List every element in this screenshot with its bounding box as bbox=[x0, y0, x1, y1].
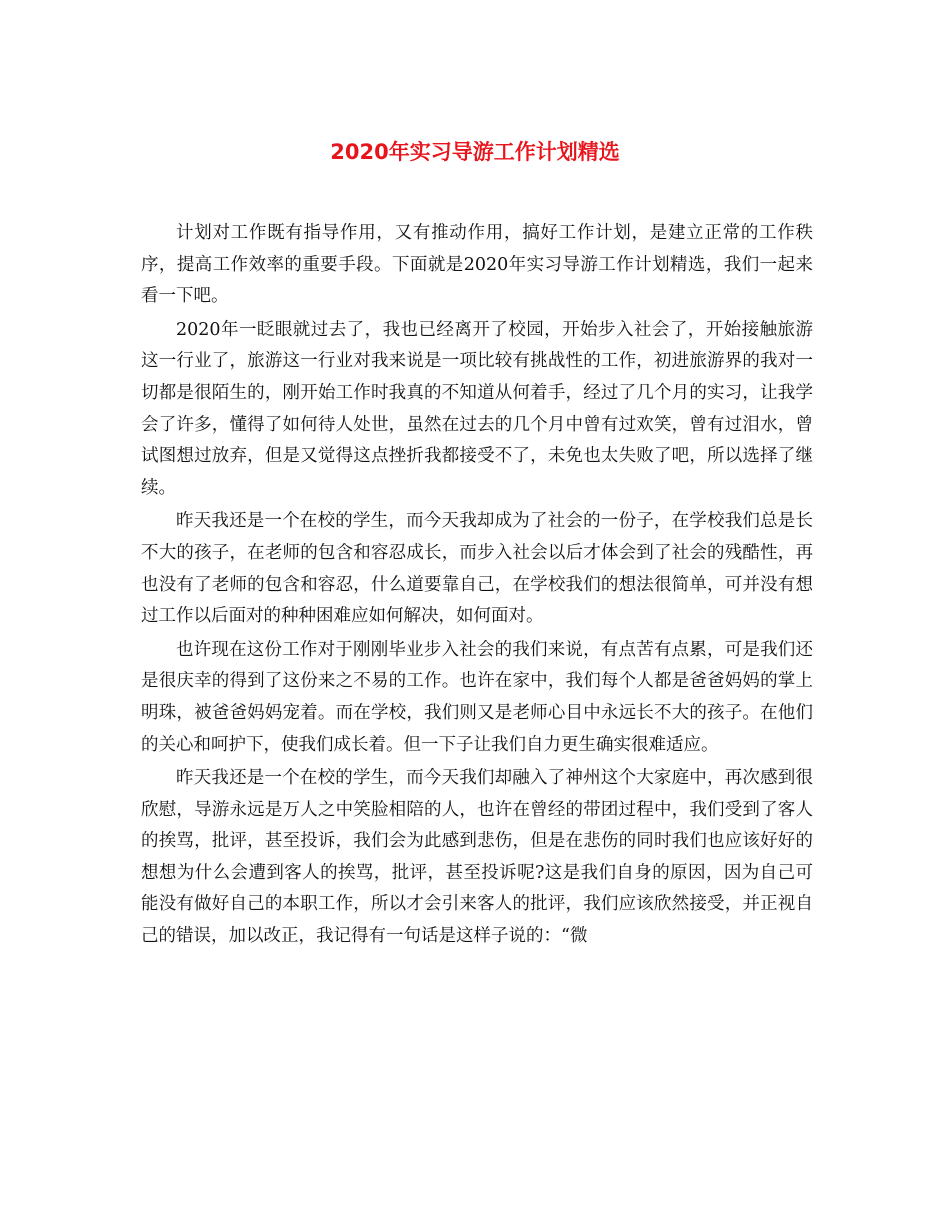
paragraph-1: 计划对工作既有指导作用，又有推动作用，搞好工作计划，是建立正常的工作秩序，提高工作效率的重要手段。下面就是2020年实习导游工作计划精选，我们一起来看一下吧。 bbox=[141, 223, 813, 307]
document-body bbox=[141, 218, 813, 955]
paragraph-4: 也许现在这份工作对于刚刚毕业步入社会的我们来说，有点苦有点累，可是我们还是很庆幸的得到了这份来之不易的工作。也许在家中，我们每个人都是爸爸妈妈的掌上明珠，被爸爸妈妈宠着。而在学校，我们则又是老师心目中永远长不大的孩子。在他们的关心和呵护下，使我们成长着。但一下子让我们自力更生确实很难适应。 bbox=[141, 639, 813, 755]
paragraph-2: 2020年一眨眼就过去了，我也已经离开了校园，开始步入社会了，开始接触旅游这一行业了，旅游这一行业对我来说是一项比较有挑战性的工作，初进旅游界的我对一切都是很陌生的，刚开始工作时我真的不知道从何着手，经过了几个月的实习，让我学会了许多，懂得了如何待人处世，虽然在过去的几个月中曾有过欢笑，曾有过泪水，曾试图想过放弃，但是又觉得这点挫折我都接受不了，未免也太失败了吧，所以选择了继续。 bbox=[141, 319, 813, 498]
paragraph-5: 昨天我还是一个在校的学生，而今天我们却融入了神州这个大家庭中，再次感到很欣慰，导游永远是万人之中笑脸相陪的人，也许在曾经的带团过程中，我们受到了客人的挨骂，批评，甚至投诉，我们会为此感到悲伤，但是在悲伤的同时我们也应该好好的想想为什么会遭到客人的挨骂，批评，甚至投诉呢?这是我们自身的原因，因为自己可能没有做好自己的本职工作，所以才会引来客人的批评，我们应该欣然接受，并正视自己的错误，加以改正，我记得有一句话是这样子说的：“微 bbox=[141, 768, 813, 947]
paragraph-3: 昨天我还是一个在校的学生，而今天我却成为了社会的一份子，在学校我们总是长不大的孩子，在老师的包含和容忍成长，而步入社会以后才体会到了社会的残酷性，再也没有了老师的包含和容忍，什么道要靠自己，在学校我们的想法很简单，可并没有想过工作以后面对的种种困难应如何解决，如何面对。 bbox=[141, 511, 813, 627]
page-title: 2020年实习导游工作计划精选 bbox=[330, 140, 620, 164]
